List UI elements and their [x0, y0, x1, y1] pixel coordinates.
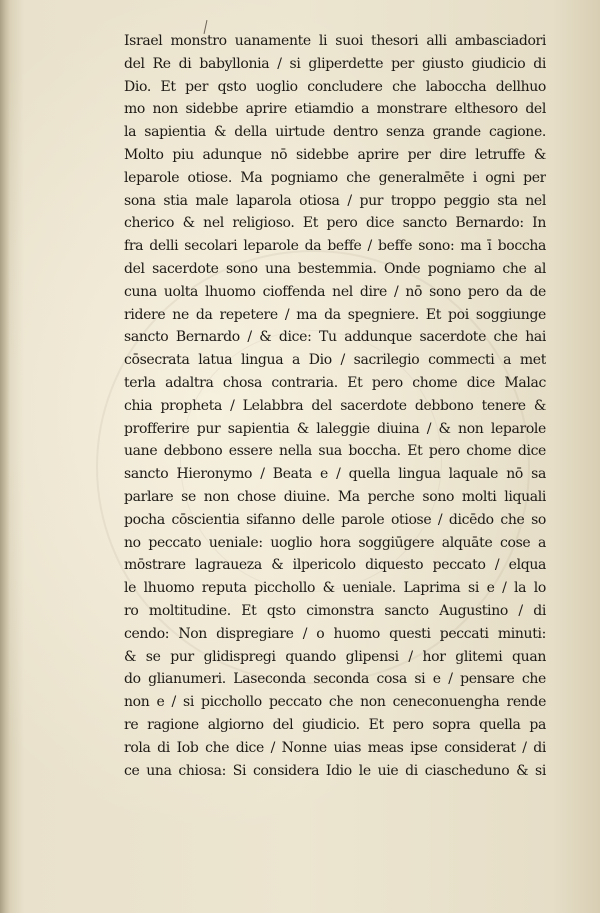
- text-line: le lhuomo reputa picchollo & ueniale. Laprima si e / la lo: [124, 580, 546, 597]
- text-line: mo non sidebbe aprire etiamdio a monstrare elthesoro del: [124, 101, 546, 118]
- text-line: chia propheta / Lelabbra del sacerdote debbono tenere &: [124, 397, 546, 414]
- text-line: pocha cōscientia sifanno delle parole otiose / dicēdo che so: [124, 511, 546, 528]
- text-line: ro moltitudine. Et qsto cimonstra sancto Augustino / di: [124, 602, 546, 619]
- text-line: fra delli secolari leparole da beffe / beffe sono: ma ī boccha: [124, 238, 546, 255]
- text-line: cendo: Non dispregiare / o huomo questi peccati minuti:: [124, 625, 546, 642]
- text-line: ridere ne da repetere / ma da spegniere. Et poi soggiunge: [124, 306, 546, 323]
- text-line: mōstrare lagraueza & ilpericolo diquesto peccato / elqua: [124, 557, 546, 574]
- text-line: la sapientia & della uirtude dentro senza grande cagione.: [124, 124, 546, 141]
- text-line: del Re di babyllonia / si gliperdette per giusto giudicio di: [124, 55, 546, 72]
- text-line: & se pur glidispregi quando glipensi / hor glitemi quan: [124, 648, 546, 665]
- text-line: sancto Hieronymo / Beata e / quella lingua laquale nō sa: [124, 466, 546, 483]
- text-line: no peccato ueniale: uoglio hora soggiūgere alquāte cose a: [124, 534, 546, 551]
- text-line: sona stia male laparola otiosa / pur troppo peggio sta nel: [124, 192, 546, 209]
- text-line: non e / si picchollo peccato che non ceneconuengha rende: [124, 694, 546, 711]
- text-line: leparole otiose. Ma pogniamo che generalmēte i ogni per: [124, 169, 546, 186]
- text-block: [124, 30, 546, 782]
- text-line: cōsecrata latua lingua a Dio / sacrilegio commecti a met: [124, 352, 546, 369]
- text-line: Molto piu adunque nō sidebbe aprire per dire letruffe &: [124, 146, 546, 163]
- binding-gutter: [0, 0, 10, 913]
- text-line: parlare se non chose diuine. Ma perche sono molti liquali: [124, 488, 546, 505]
- text-line: profferire pur sapientia & laleggie diuina / & non leparole: [124, 420, 546, 437]
- text-line: terla adaltra chosa contraria. Et pero chome dice Malac: [124, 374, 546, 391]
- text-line: uane debbono essere nella sua boccha. Et pero chome dice: [124, 443, 546, 460]
- text-line: Dio. Et per qsto uoglio concludere che laboccha dellhuo: [124, 78, 546, 95]
- text-line: Israel monstro uanamente li suoi thesori alli ambasciadori: [124, 33, 546, 49]
- text-line: sancto Bernardo / & dice: Tu addunque sacerdote che hai: [124, 329, 546, 346]
- text-line: re ragione algiorno del giudicio. Et pero sopra quella pa: [124, 716, 546, 733]
- text-line: do glianumeri. Laseconda seconda cosa si e / pensare che: [124, 671, 546, 688]
- text-line: cherico & nel religioso. Et pero dice sancto Bernardo: In: [124, 215, 546, 232]
- text-line: rola di Iob che dice / Nonne uias meas ipse considerat / di: [124, 739, 546, 756]
- text-line: cuna uolta lhuomo cioffenda nel dire / nō sono pero da de: [124, 283, 546, 300]
- text-line: del sacerdote sono una bestemmia. Onde pogniamo che al: [124, 260, 546, 277]
- text-line: ce una chiosa: Si considera Idio le uie di ciascheduno & si: [124, 762, 546, 779]
